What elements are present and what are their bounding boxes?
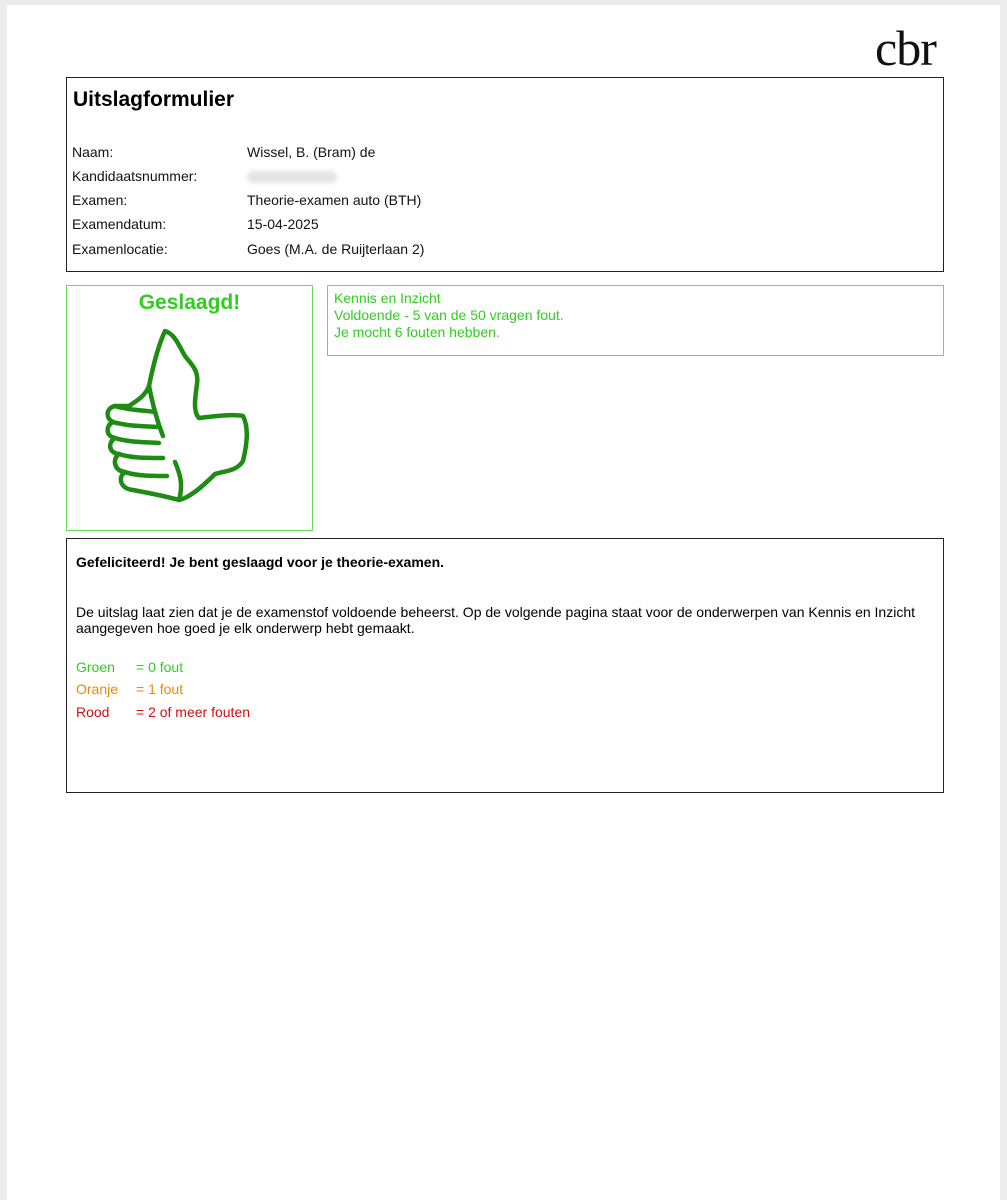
redacted-value [247,168,337,186]
field-label: Examen: [72,192,128,208]
legend-item-rood [76,704,250,720]
field-label: Examendatum: [72,216,167,232]
score-allowed: Je mocht 6 fouten hebben. [334,324,500,340]
result-title: Geslaagd! [138,291,241,314]
message-section [66,538,944,793]
legend-name: Groen [76,659,115,675]
congratulations-text: Gefeliciteerd! Je bent geslaagd voor je theorie-examen. [76,554,445,570]
field-value: Wissel, B. (Bram) de [247,144,376,160]
legend-text: = 2 of meer fouten [136,704,251,720]
score-category: Kennis en Inzicht [334,290,441,306]
header-section [66,77,944,272]
field-label: Examenlocatie: [72,241,168,257]
legend-item-oranje [76,681,183,697]
document-page [7,5,1000,1200]
field-label: Kandidaatsnummer: [72,168,198,184]
result-section [66,285,313,531]
explanation-text: De uitslag laat zien dat je de examenstof voldoende beheerst. Op de volgende pagina staat voor de onderwerpen van Kennis en Inzicht aangegeven hoe goed je elk onderwerp hebt gemaakt. [76,604,916,636]
form-title: Uitslagformulier [73,88,235,111]
legend-text: = 0 fout [136,659,184,675]
score-result: Voldoende - 5 van de 50 vragen fout. [334,307,564,323]
thumbs-up-icon [103,326,253,506]
field-value: Goes (M.A. de Ruijterlaan 2) [247,241,425,257]
field-label: Naam: [72,144,114,160]
score-section [327,285,944,356]
field-value: 15-04-2025 [247,216,319,232]
legend-text: = 1 fout [136,681,184,697]
legend-item-groen [76,659,183,675]
legend-name: Rood [76,704,110,720]
legend-name: Oranje [76,681,119,697]
field-value: Theorie-examen auto (BTH) [247,192,422,208]
cbr-logo: cbr [875,20,936,76]
